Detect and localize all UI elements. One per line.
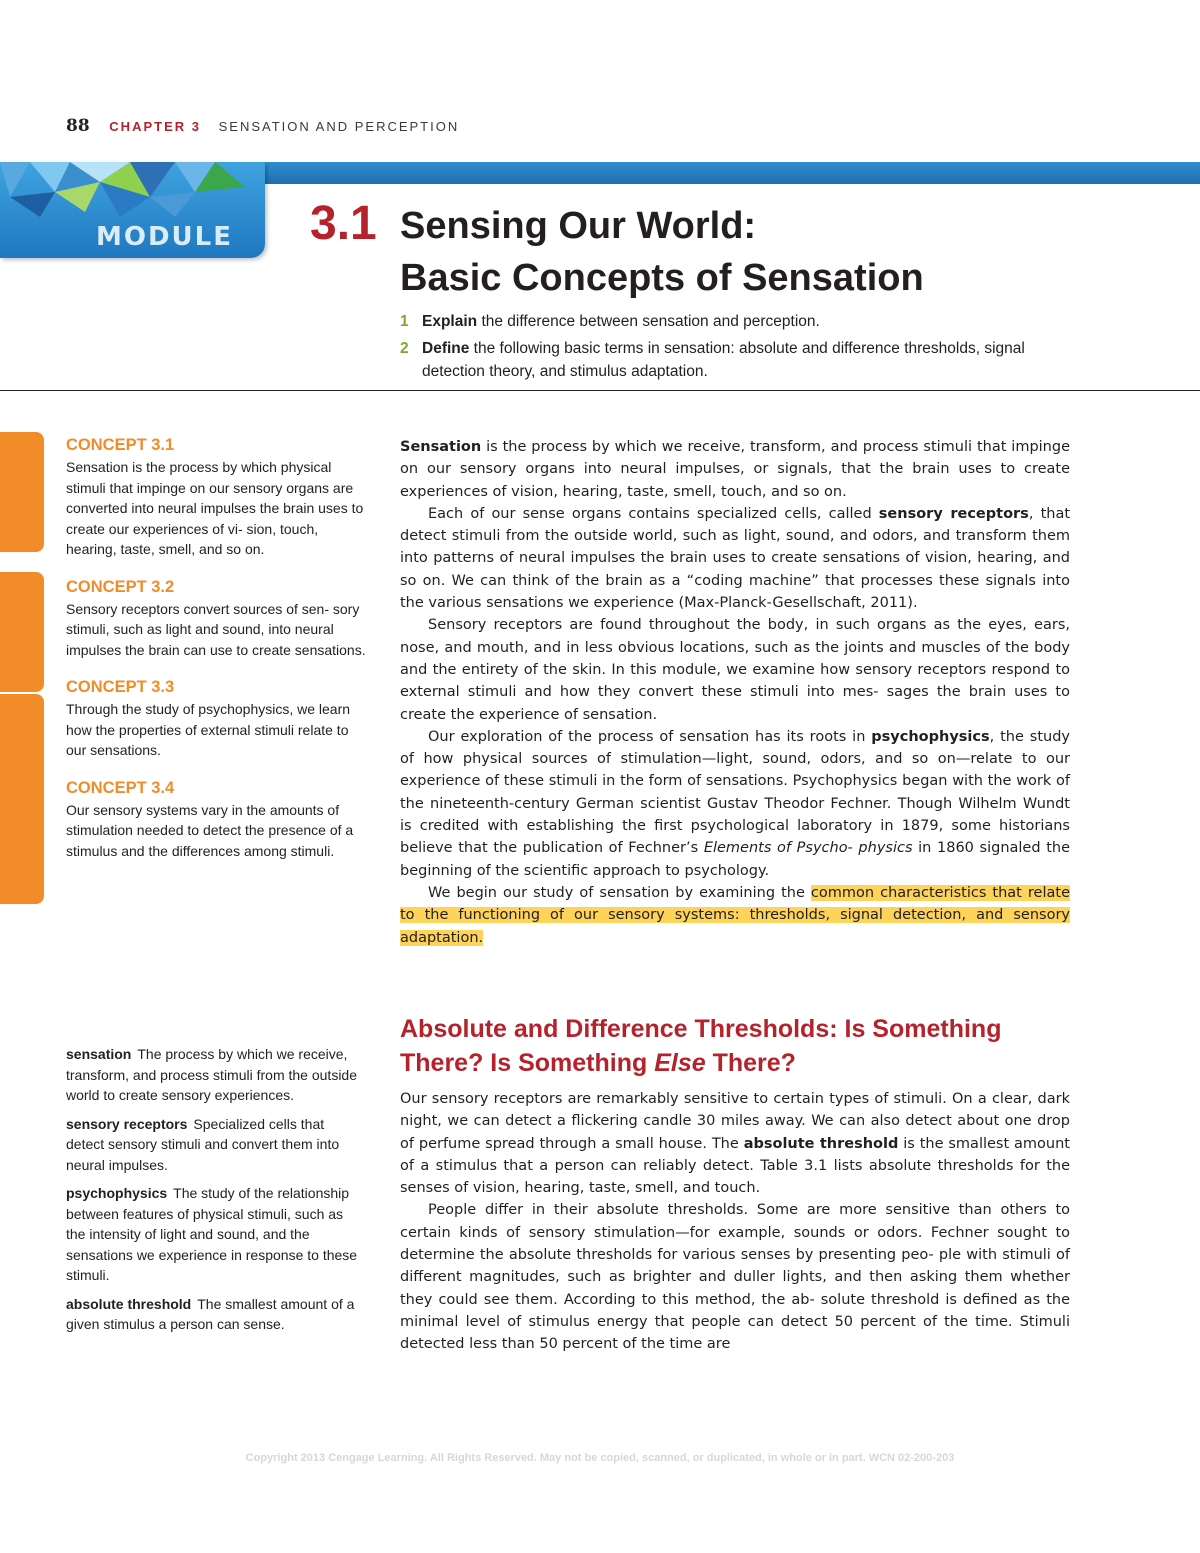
- glossary-term: sensation: [66, 1046, 132, 1062]
- body-paragraph: [400, 503, 1070, 614]
- concept-marker-bar: [0, 694, 44, 814]
- body-paragraph: [400, 1088, 1070, 1199]
- glossary-entry: [66, 1183, 361, 1286]
- key-term: Sensation: [400, 439, 482, 455]
- heading-run: Absolute and Difference Thresholds: Is Something There? Is Something: [400, 1015, 1002, 1077]
- module-title-line2: Basic Concepts of Sensation: [400, 257, 924, 299]
- key-term: absolute threshold: [743, 1135, 899, 1152]
- concept-heading: CONCEPT 3.2: [66, 577, 175, 596]
- glossary-definition: The process by which we receive, transform, and process stimuli from the outside world to create sensory experiences.: [66, 1046, 358, 1103]
- module-number: 3.1: [310, 197, 377, 250]
- body-text-run: Our exploration of the process of sensation has its roots in: [428, 728, 872, 745]
- concept-box: [66, 779, 371, 862]
- body-text-run: is the smallest amount of a stimulus that a person can reliably detect. Table 3.1 lists absolute thresholds for the senses of vision, hearing, taste, smell, and touch.: [400, 1135, 1070, 1197]
- concept-box: [66, 678, 371, 761]
- module-label: MODULE: [96, 222, 233, 252]
- glossary-entry: [66, 1044, 361, 1106]
- book-title: Elements of Psycho- physics: [703, 840, 913, 857]
- objective-text: the difference between sensation and perception.: [477, 313, 820, 330]
- objective-number: 2: [400, 340, 409, 357]
- body-paragraph: [400, 726, 1070, 882]
- concept-heading: CONCEPT 3.1: [66, 436, 175, 454]
- body-text-run: Each of our sense organs contains specialized cells, called: [428, 505, 879, 522]
- glossary-entry: [66, 1114, 361, 1176]
- body-text-run: is the process by which we receive, transform, and process stimuli that impinge on our sensory organs into neural impulses, or signals, that the brain uses to create experiences of vision, hearing, taste, smell, touch, and so on.: [400, 439, 1070, 500]
- concept-text: Sensation is the process by which physical stimuli that impinge on our sensory organs are converted into neural impulses the brain uses to create our experiences of vi- sion, touch, hearing, taste, smell, and so on.: [66, 459, 364, 557]
- glossary-definition: Specialized cells that detect sensory stimuli and convert them into neural impulses.: [66, 1115, 340, 1173]
- glossary-term: absolute threshold: [66, 1295, 192, 1312]
- objective-item: [400, 310, 1090, 333]
- objective-verb: Explain: [422, 313, 478, 330]
- section-heading: [400, 1012, 1080, 1080]
- body-text-run: We begin our study of sensation by examining the: [428, 884, 811, 901]
- header-divider: [0, 390, 1200, 391]
- key-term: psychophysics: [871, 728, 990, 745]
- page-number: 88: [66, 116, 90, 136]
- glossary-sidebar: [66, 1044, 361, 1343]
- key-term: sensory receptors: [878, 505, 1029, 522]
- concept-heading: CONCEPT 3.4: [66, 778, 175, 797]
- concept-box: [66, 436, 371, 560]
- glossary-definition: The smallest amount of a given stimulus a person can sense.: [66, 1295, 355, 1332]
- concept-box: [66, 578, 371, 661]
- module-title: [400, 200, 924, 304]
- concepts-sidebar: [66, 436, 371, 879]
- body-paragraph: Sensory receptors are found throughout the body, in such organs as the eyes, ears, nose, and mouth, and in less obvious locations, such as the joints and muscles of the body and the entirety of the skin. In this module, we examine how sensory receptors respond to external stimuli and how they convert these stimuli into mes- sages the brain uses to create the experience of sensation.: [400, 617, 1070, 723]
- copyright-footer: Copyright 2013 Cengage Learning. All Rights Reserved. May not be copied, scanned, or duplicated, in whole or in part. WCN 02-200-203: [245, 1452, 955, 1464]
- section-body: [400, 1088, 1070, 1356]
- concept-marker-bar: [0, 800, 44, 904]
- objective-item: [400, 337, 1090, 383]
- body-text-run: in 1860 signaled the beginning of the scientific approach to psychology.: [400, 840, 1070, 879]
- objective-verb: Define: [422, 340, 470, 357]
- highlighted-text: common characteristics that relate to the functioning of our sensory systems: thresholds, signal detection, and sensory adaptation.: [400, 884, 1070, 946]
- heading-italic: Else: [654, 1049, 706, 1077]
- concept-text: Sensory receptors convert sources of sen- sory stimuli, such as light and sound, into neural impulses the brain can use to create sensations.: [66, 600, 366, 658]
- main-body: [400, 436, 1070, 949]
- body-text-run: , the study of how physical sources of stimulation—light, sound, odors, and so on—relate to our experience of these stimuli in the form of sensations. Psychophysics began with the work of the nineteenth-century German scientist Gustav Theodor Fechner. Though Wilhelm Wundt is credited with establishing the first psychological laboratory in 1879, some historians believe that the publication of Fechner’s: [400, 728, 1070, 857]
- concept-marker-bar: [0, 432, 44, 552]
- glossary-entry: [66, 1294, 361, 1335]
- module-title-line1: Sensing Our World:: [400, 205, 757, 247]
- body-text-run: , that detect stimuli from the outside world, such as light, sound, and odors, and transform them into patterns of neural impulses the brain uses to create sensations of vision, hearing, and so on. We can think of the brain as a “coding machine” that processes these signals into the various sensations we experience (Max-Planck-Gesellschaft, 2011).: [400, 505, 1071, 612]
- concept-heading: CONCEPT 3.3: [66, 678, 175, 696]
- chapter-label: CHAPTER 3: [109, 119, 201, 134]
- heading-run: There?: [705, 1049, 796, 1077]
- module-tab: [0, 162, 265, 258]
- body-paragraph: [400, 436, 1070, 503]
- body-paragraph: [400, 882, 1070, 949]
- glossary-term: sensory receptors: [66, 1115, 188, 1132]
- glossary-term: psychophysics: [66, 1185, 168, 1201]
- chapter-title: SENSATION AND PERCEPTION: [218, 119, 460, 134]
- concept-text: Our sensory systems vary in the amounts of stimulation needed to detect the presence of a stimulus and the differences among stimuli.: [66, 801, 354, 859]
- body-paragraph: People differ in their absolute thresholds. Some are more sensitive than others to certain kinds of sensory stimulation—for example, sounds or odors. Fechner sought to determine the absolute thresholds for various senses by presenting peo- ple with stimuli of different magnitudes, such as brighter and duller lights, and then asking them whether they could see them. According to this method, the ab- solute threshold is defined as the minimal level of stimulus energy that people can detect 50 percent of the time. Stimuli detected less than 50 percent of the time are: [400, 1202, 1070, 1353]
- body-text-run: Our sensory receptors are remarkably sensitive to certain types of stimuli. On a clear, dark night, we can detect a flickering candle 30 miles away. We can also detect about one drop of perfume spread through a small house. The: [400, 1091, 1070, 1152]
- objective-text: the following basic terms in sensation: absolute and difference thresholds, signal detection theory, and stimulus adaptation.: [422, 340, 1025, 380]
- learning-objectives: [400, 310, 1090, 387]
- glossary-definition: The study of the relationship between features of physical stimuli, such as the intensity of light and sound, and the sensations we experience in response to these stimuli.: [66, 1185, 358, 1283]
- running-head: [66, 116, 459, 136]
- concept-marker-bar: [0, 572, 44, 692]
- objective-number: 1: [400, 313, 409, 330]
- concept-text: Through the study of psychophysics, we learn how the properties of external stimuli relate to our sensations.: [66, 701, 351, 758]
